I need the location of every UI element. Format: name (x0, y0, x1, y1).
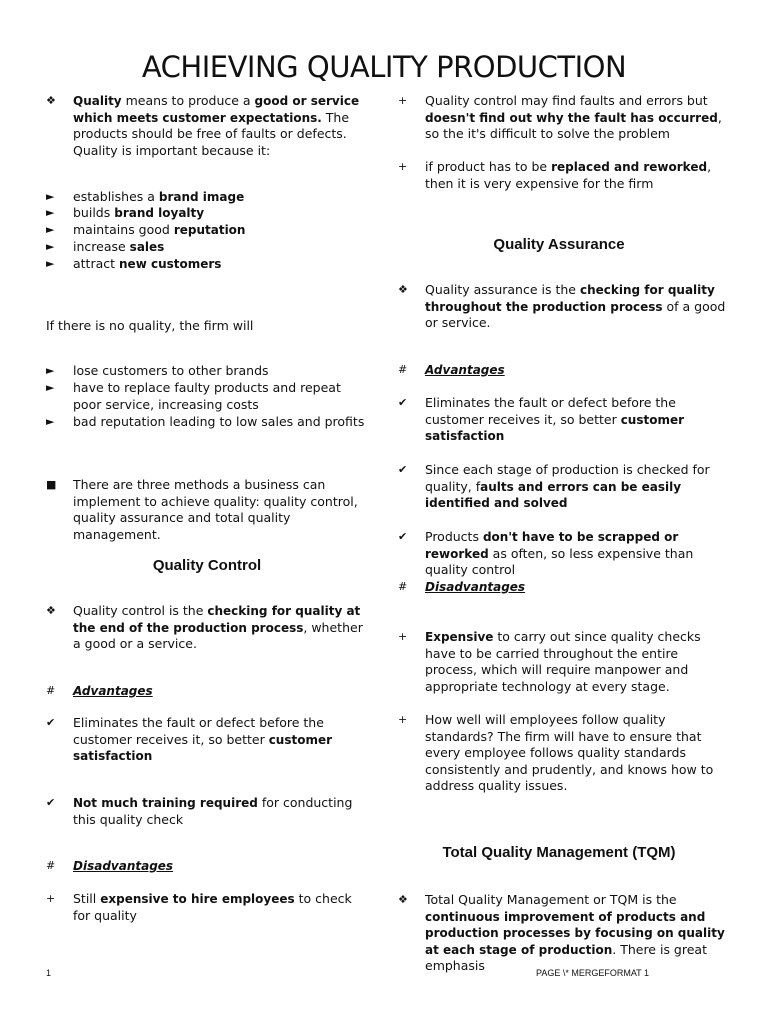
arrow-bullet-icon: ► (46, 190, 55, 203)
quality-assurance-definition: ❖ Quality assurance is the checking for quality throughout the production process of a good or service. (398, 282, 726, 330)
list-item: + Quality control may find faults and errors but doesn't find out why the fault has occurred, so the it's difficult to solve the problem (398, 93, 722, 141)
arrow-bullet-icon: ► (46, 257, 55, 270)
arrow-bullet-icon: ► (46, 240, 55, 253)
list-item: ✔ Eliminates the fault or defect before the customer receives it, so better customer satisfaction (46, 715, 333, 763)
list-item: ► establishes a brand image (46, 189, 245, 204)
list-item: ► attract new customers (46, 256, 222, 271)
hash-icon: # (398, 580, 408, 593)
arrow-bullet-icon: ► (46, 381, 55, 394)
list-item: ✔ Since each stage of production is checked for quality, faults and errors can be easily identified and solved (398, 462, 710, 510)
arrow-bullet-icon: ► (46, 223, 55, 236)
no-quality-intro: If there is no quality, the firm will (46, 318, 254, 333)
list-item: ► maintains good reputation (46, 222, 246, 237)
list-item: + Still expensive to hire employees to check for quality (46, 891, 352, 923)
hash-icon: # (46, 684, 56, 697)
list-item: ► lose customers to other brands (46, 363, 269, 378)
list-item: ► have to replace faulty products and repeat poor service, increasing costs (46, 380, 341, 412)
list-item: ► bad reputation leading to low sales and profits (46, 414, 365, 429)
plus-icon: + (398, 630, 408, 643)
diamond-bullet-icon: ❖ (398, 893, 408, 906)
quality-control-definition: ❖ Quality control is the checking for quality at the end of the production process, whether a good or a service. (46, 603, 363, 651)
quality-assurance-heading: Quality Assurance (493, 236, 625, 253)
hash-icon: # (398, 363, 408, 376)
checkmark-icon: ✔ (46, 716, 56, 729)
checkmark-icon: ✔ (398, 396, 408, 409)
plus-icon: + (398, 160, 408, 173)
list-item: + if product has to be replaced and reworked, then it is very expensive for the firm (398, 159, 712, 191)
quality-definition: ❖ Quality means to produce a good or service which meets customer expectations. The products should be free of faults or defects. Quality is important because it: (46, 93, 360, 158)
page-number: 1 (46, 968, 52, 978)
checkmark-icon: ✔ (398, 530, 408, 543)
quality-control-heading: Quality Control (152, 557, 262, 574)
list-item: ► increase sales (46, 239, 165, 254)
page-field-code: PAGE \* MERGEFORMAT 1 (536, 968, 650, 978)
disadvantages-label: # Disadvantages (46, 859, 174, 873)
plus-icon: + (398, 94, 408, 107)
diamond-bullet-icon: ❖ (46, 604, 56, 617)
checkmark-icon: ✔ (398, 463, 408, 476)
plus-icon: + (46, 892, 56, 905)
list-item: ✔ Eliminates the fault or defect before the customer receives it, so better customer satisfaction (398, 395, 685, 443)
diamond-bullet-icon: ❖ (46, 94, 56, 107)
list-item: ► builds brand loyalty (46, 205, 205, 220)
list-item: ✔ Products don't have to be scrapped or reworked as often, so less expensive than quality control (398, 529, 694, 577)
list-item: + How well will employees follow quality standards? The firm will have to ensure that every employee follows quality standards consistently and prudently, and knows how to address quality issues. (398, 712, 714, 793)
list-item: ✔ Not much training required for conducting this quality check (46, 795, 353, 827)
hash-icon: # (46, 859, 56, 872)
advantages-label: # Advantages (398, 363, 505, 377)
methods-paragraph: ■ There are three methods a business can implement to achieve quality: quality control, quality assurance and total quality management. (46, 477, 358, 542)
plus-icon: + (398, 713, 408, 726)
arrow-bullet-icon: ► (46, 206, 55, 219)
checkmark-icon: ✔ (46, 796, 56, 809)
diamond-bullet-icon: ❖ (398, 283, 408, 296)
square-bullet-icon: ■ (46, 478, 57, 491)
arrow-bullet-icon: ► (46, 415, 55, 428)
advantages-label: # Advantages (46, 684, 153, 698)
list-item: + Expensive to carry out since quality checks have to be carried throughout the entire process, which will require manpower and appropriate technology at every stage. (398, 629, 701, 694)
tqm-definition: ❖ Total Quality Management or TQM is the continuous improvement of products and production processes by focusing on quality at each stage of production. There is great emphasis (398, 892, 725, 973)
page-title: ACHIEVING QUALITY PRODUCTION (141, 50, 627, 84)
arrow-bullet-icon: ► (46, 364, 55, 377)
tqm-heading: Total Quality Management (TQM) (442, 844, 676, 861)
disadvantages-label: # Disadvantages (398, 580, 526, 594)
